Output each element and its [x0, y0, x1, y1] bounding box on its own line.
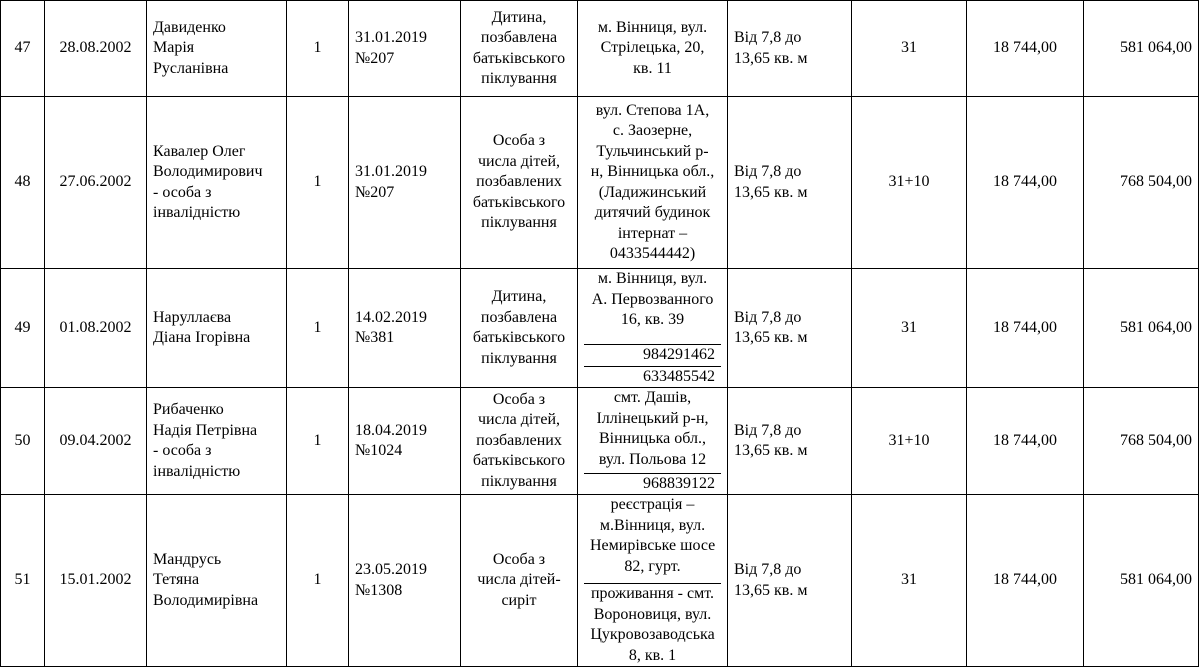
- category-line: числа дітей,: [477, 152, 561, 170]
- full-name-line: Давиденко: [153, 18, 226, 36]
- category-line: батьківського: [472, 329, 566, 346]
- address-line: 16, кв. 39: [620, 311, 685, 328]
- address-part: [584, 495, 721, 583]
- price-cell: 18 744,00: [967, 495, 1084, 667]
- value-cell: 31: [852, 1, 967, 97]
- area-line: 13,65 кв. м: [734, 183, 808, 201]
- decision-cell: [349, 97, 461, 269]
- address-line: вул. Польова 12: [598, 450, 707, 468]
- address-line: 0433544442): [609, 245, 696, 262]
- decision-line: №207: [355, 183, 395, 201]
- full-name-line: Володимирович: [153, 163, 263, 180]
- decision-line: 31.01.2019: [355, 163, 427, 180]
- area-line: Від 7,8 до: [734, 163, 802, 180]
- full-name-line: інвалідністю: [153, 462, 241, 480]
- birth-date-cell: 15.01.2002: [45, 495, 147, 667]
- table-row: [1, 388, 1199, 495]
- total-cell: 768 504,00: [1084, 388, 1199, 495]
- address-line: Стрілецька, 20,: [600, 39, 705, 57]
- decision-line: №381: [355, 329, 395, 346]
- full-name-cell: [147, 1, 287, 97]
- address-line: Вороновиця, вул.: [593, 605, 712, 623]
- decision-line: 14.02.2019: [355, 308, 427, 326]
- birth-date-cell: 27.06.2002: [45, 97, 147, 269]
- area-cell: [728, 388, 852, 495]
- decision-line: №1024: [355, 442, 403, 459]
- address-line: 984291462: [643, 346, 715, 363]
- address-line: реєстрація –: [610, 496, 695, 513]
- address-line: інтернат –: [617, 224, 688, 242]
- category-line: позбавлена: [480, 308, 558, 326]
- area-line: 13,65 кв. м: [734, 49, 808, 67]
- full-name-line: Марія: [153, 39, 195, 57]
- address-line: Іллінецький р-н,: [596, 409, 709, 427]
- full-name-cell: [147, 269, 287, 388]
- area-line: Від 7,8 до: [734, 29, 802, 46]
- category-line: піклування: [481, 70, 557, 87]
- value-cell: 31: [852, 269, 967, 388]
- address-line: Цукровозаводська: [590, 626, 715, 643]
- count-cell: 1: [287, 1, 349, 97]
- category-line: піклування: [481, 214, 557, 232]
- category-line: батьківського: [472, 452, 566, 470]
- decision-line: 23.05.2019: [355, 561, 427, 578]
- category-line: Особа з: [492, 550, 546, 568]
- category-line: числа дітей-: [477, 571, 561, 589]
- total-cell: 581 064,00: [1084, 1, 1199, 97]
- address-line: проживання - смт.: [590, 585, 715, 602]
- address-cell: [578, 97, 728, 269]
- area-cell: [728, 269, 852, 388]
- address-part: [584, 1, 721, 96]
- address-part: [584, 97, 721, 268]
- full-name-line: інвалідністю: [153, 204, 241, 221]
- address-line: 968839122: [643, 474, 715, 492]
- address-cell: [578, 1, 728, 97]
- address-line: А. Первозванного: [591, 290, 714, 308]
- row-number-cell: 47: [1, 1, 45, 97]
- count-cell: 1: [287, 269, 349, 388]
- full-name-line: Надія Петрівна: [153, 421, 258, 439]
- category-line: піклування: [481, 349, 557, 367]
- category-line: позбавлена: [480, 29, 558, 46]
- category-line: позбавлених: [476, 431, 562, 449]
- full-name-cell: [147, 97, 287, 269]
- address-line: м. Вінниця, вул.: [597, 18, 708, 36]
- birth-date-cell: 01.08.2002: [45, 269, 147, 388]
- category-line: Особа з: [492, 132, 546, 150]
- category-line: Особа з: [492, 390, 546, 408]
- address-cell: [578, 388, 728, 495]
- decision-line: 31.01.2019: [355, 29, 427, 46]
- address-block: [584, 495, 721, 666]
- area-line: 13,65 кв. м: [734, 329, 808, 346]
- address-block: [584, 269, 721, 387]
- area-line: 13,65 кв. м: [734, 581, 808, 599]
- full-name-line: Володимирівна: [153, 591, 259, 609]
- full-name-line: Русланівна: [153, 59, 229, 77]
- full-name-line: - особа з: [153, 442, 212, 459]
- area-line: 13,65 кв. м: [734, 442, 808, 459]
- category-line: Дитина,: [491, 288, 547, 305]
- row-number-cell: 50: [1, 388, 45, 495]
- address-block: [584, 1, 721, 96]
- address-line: 8, кв. 1: [628, 646, 677, 664]
- total-cell: 768 504,00: [1084, 97, 1199, 269]
- address-line: дитячий будинок: [594, 204, 711, 221]
- category-cell: [461, 269, 578, 388]
- row-number-cell: 51: [1, 495, 45, 667]
- total-cell: 581 064,00: [1084, 495, 1199, 667]
- value-cell: 31+10: [852, 388, 967, 495]
- category-cell: [461, 388, 578, 495]
- address-block: [584, 388, 721, 494]
- price-cell: 18 744,00: [967, 388, 1084, 495]
- decision-cell: [349, 495, 461, 667]
- price-cell: 18 744,00: [967, 269, 1084, 388]
- row-number-cell: 48: [1, 97, 45, 269]
- address-cell: [578, 269, 728, 388]
- full-name-line: Кавалер Олег: [153, 142, 246, 160]
- decision-line: 18.04.2019: [355, 421, 427, 439]
- address-line: м.Вінниця, вул.: [599, 516, 706, 534]
- value-cell: 31+10: [852, 97, 967, 269]
- category-line: числа дітей,: [477, 411, 561, 429]
- address-line: смт. Дашів,: [613, 389, 692, 406]
- area-cell: [728, 1, 852, 97]
- table-body: [1, 1, 1199, 667]
- price-cell: 18 744,00: [967, 1, 1084, 97]
- row-number-cell: 49: [1, 269, 45, 388]
- address-part: [584, 388, 721, 473]
- address-part: [584, 583, 721, 666]
- category-line: піклування: [481, 472, 557, 490]
- table-row: [1, 495, 1199, 667]
- category-line: батьківського: [472, 49, 566, 67]
- category-cell: [461, 495, 578, 667]
- table-row: [1, 1, 1199, 97]
- address-line: 633485542: [643, 367, 715, 385]
- phone-number: [584, 473, 721, 495]
- decision-line: №207: [355, 49, 395, 67]
- category-cell: [461, 1, 578, 97]
- address-line: (Ладижинський: [598, 183, 707, 201]
- category-line: Дитина,: [491, 8, 547, 26]
- address-line: м. Вінниця, вул.: [597, 270, 708, 287]
- address-line: Тульчинський р-: [596, 142, 709, 160]
- phone-number: [584, 366, 721, 388]
- address-line: 82, гурт.: [624, 557, 681, 575]
- category-cell: [461, 97, 578, 269]
- area-cell: [728, 97, 852, 269]
- phone-number: [584, 344, 721, 366]
- table-row: [1, 269, 1199, 388]
- category-line: батьківського: [472, 193, 566, 211]
- address-line: Вінницька обл.,: [598, 430, 707, 447]
- count-cell: 1: [287, 388, 349, 495]
- value-cell: 31: [852, 495, 967, 667]
- address-line: вул. Степова 1А,: [595, 101, 710, 119]
- address-line: н, Вінницька обл.,: [590, 163, 715, 180]
- decision-cell: [349, 269, 461, 388]
- address-part: [584, 269, 721, 344]
- category-line: сиріт: [501, 591, 537, 609]
- full-name-line: Наруллаєва: [153, 308, 232, 326]
- full-name-line: Тетяна: [153, 571, 200, 589]
- area-line: Від 7,8 до: [734, 421, 802, 439]
- full-name-line: Діана Ігорівна: [153, 329, 251, 346]
- count-cell: 1: [287, 97, 349, 269]
- area-line: Від 7,8 до: [734, 561, 802, 578]
- full-name-line: - особа з: [153, 183, 212, 201]
- decision-line: №1308: [355, 581, 403, 599]
- total-cell: 581 064,00: [1084, 269, 1199, 388]
- address-line: кв. 11: [633, 59, 672, 77]
- full-name-cell: [147, 495, 287, 667]
- birth-date-cell: 28.08.2002: [45, 1, 147, 97]
- full-name-line: Мандрусь: [153, 550, 222, 568]
- decision-cell: [349, 388, 461, 495]
- price-cell: 18 744,00: [967, 97, 1084, 269]
- area-cell: [728, 495, 852, 667]
- address-line: Немирівське шосе: [590, 537, 716, 554]
- birth-date-cell: 09.04.2002: [45, 388, 147, 495]
- full-name-cell: [147, 388, 287, 495]
- area-line: Від 7,8 до: [734, 308, 802, 326]
- full-name-line: Рибаченко: [153, 401, 224, 418]
- address-block: [584, 97, 721, 268]
- category-line: позбавлених: [476, 173, 562, 191]
- address-line: с. Заозерне,: [612, 122, 693, 139]
- address-cell: [578, 495, 728, 667]
- decision-cell: [349, 1, 461, 97]
- count-cell: 1: [287, 495, 349, 667]
- table-row: [1, 97, 1199, 269]
